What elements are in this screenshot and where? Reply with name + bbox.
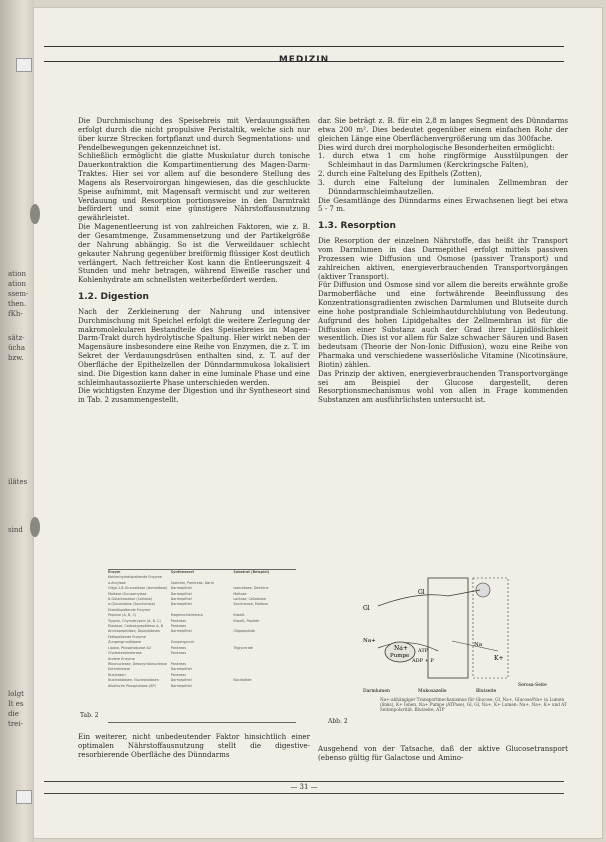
figure-caption: Na+-abhängiger Transportmechanismus für Glucose, Gl, Na+, Glucose/Na+ in Lumen (links), K+ Ionen, Na+ Pumpe (ATPase), Gl, Gl, Na+, K+ Lumen: Na+, Na+, K+ und AT Seitenpolarität: Blutseite, ATP <box>380 697 567 713</box>
table-cell: Aminopeptidase, Dipeptidasen <box>108 629 161 634</box>
label-k: K+ <box>494 655 504 662</box>
table-cell: Speichel, Pankreas, Darm <box>170 580 215 585</box>
axis-label: Blutseite <box>476 689 497 694</box>
table-cell: Nucleotidasen, Nucleosidasen <box>108 678 159 683</box>
label-na-right: Na <box>474 642 483 648</box>
figure-label: Abb. 2 <box>328 718 348 725</box>
table-cell: Pankreas <box>170 645 187 650</box>
previous-page-word: bzw. <box>8 354 24 362</box>
margin-box <box>16 58 32 72</box>
paragraph: Das Prinzip der aktiven, energieverbrauchenden Transportvorgänge sei am Beispiel der Glucose dargestellt, deren Resorptionsmechanismus wohl von allen in Frage kommenden Substanzen am ausführlichsten untersucht ist. <box>318 368 568 405</box>
paragraph: Die Resorption der einzelnen Nährstoffe, das heißt ihr Transport vom Darmlumen in das Darmepithel erfolgt mittels passiven Prozessen wie Diffusion und Osmose (passiver Transport) und zahlreichen aktiven, energieverbrauchenden Transportvorgängen (aktiver Transport). <box>318 236 568 281</box>
morphology-list <box>318 152 568 196</box>
previous-page-word: sätz- <box>8 334 25 342</box>
page-header <box>44 46 564 65</box>
table-cell: Pankreas <box>170 661 187 666</box>
paragraph: Dies wird durch drei morphologische Besonderheiten ermöglicht: <box>318 142 555 152</box>
list-item: 3. durch eine Faltelung der luminalen Zellmembran der Dünndarmschleimhautzellen. <box>318 177 568 196</box>
table-cell: Pankreas <box>170 618 187 623</box>
list-item: 2. durch eine Faltelung des Epithels (Zotten), <box>318 169 482 179</box>
table-cell: Trypsin, Chymotrypsin (A, B, C) <box>108 618 161 623</box>
left-column <box>78 117 310 405</box>
section-heading: 1.2. Digestion <box>78 292 149 303</box>
table-cell: Zungengrund <box>170 640 194 645</box>
table-cell: ß-Galactosidase (Lactase) <box>108 597 153 602</box>
page-footer <box>44 781 564 794</box>
previous-page-word: fKh- <box>8 310 23 318</box>
table-cell: Zungengrundlipase <box>108 640 141 645</box>
table-cell: a-Amylase <box>108 580 126 585</box>
paragraph: Schließlich ermöglicht die glatte Muskulatur durch tonische Dauerkontraktion die Kompartimentierung des Magen-Darm-Traktes. Hier sei vor allem auf die besondere Stellung des Magens als Reservoirorgan hingewiesen, das die geschluckte Speise aufnimmt, mit Magensaft vermischt und zur weiteren Verdauung und Resorption portionsweise in den Darmtrakt befördert und somit eine günstigere Nährstoffausnutzung gewährleistet. <box>78 151 310 223</box>
table-cell: Saccharose, Maltose <box>233 602 269 607</box>
table-cell: Oligo-1,6-Glucosidase (Isomaltase) <box>108 586 168 591</box>
glucose-arrow <box>378 590 480 606</box>
table-cell: Eiweiß, Peptide <box>233 618 260 623</box>
table-cell: Nucleotide <box>233 678 252 683</box>
table-row <box>108 684 296 689</box>
previous-page-word: It es <box>8 700 24 708</box>
table-cell: Maltose <box>233 591 247 596</box>
previous-page-word: lolgt <box>8 690 24 698</box>
label-adp: ADP + P <box>412 658 434 664</box>
previous-page-word: ation <box>8 270 26 278</box>
previous-page-word: die <box>8 710 19 718</box>
paragraph: Die Gesamtlänge des Dünndarms eines Erwachsenen liegt bei etwa 5 - 7 m. <box>318 195 568 214</box>
table-cell: Andere Enzyme <box>108 656 135 661</box>
table-cell: Eiweiß <box>233 613 245 618</box>
axis-label: Mukosazelle <box>418 689 447 694</box>
label-gl-left: Gl <box>363 605 370 612</box>
paragraph: dar. Sie beträgt z. B. für ein 2,8 m langes Segment des Dünndarms etwa 200 m². Dies bedeutet gegenüber einem einfachen Rohr der gleichen Länge eine Oberflächenvergrößerung um das 300fache. <box>318 116 568 143</box>
previous-page-word: ilätes <box>8 478 28 486</box>
paragraph: Die wichtigsten Enzyme der Digestion und ihr Syntheseort sind in Tab. 2 zusammengestellt. <box>78 386 310 405</box>
table-cell: Fettspaltende Enzyme <box>108 634 146 639</box>
axis-label: Darmlumen <box>363 689 390 694</box>
carrier-circle <box>476 583 490 597</box>
table-cell: Eiweißspaltende Enzyme <box>108 607 151 612</box>
table-cell: Isomaltose, Dextrine <box>233 586 269 591</box>
table-cell: Lipase, Phospholipase A2 <box>108 645 152 650</box>
table-cell <box>233 684 296 689</box>
table-header-cell: Enzym <box>108 570 121 574</box>
binder-hole <box>30 204 40 224</box>
label-na-left: Na+ <box>363 638 376 644</box>
table-cell: Oligopeptide <box>233 629 256 634</box>
table-header-cell: Substrat (Beispiel) <box>233 570 270 574</box>
label-pump: Pumpe <box>390 653 410 659</box>
label-gl-top: Gl <box>418 589 425 596</box>
previous-page-word: ssem- <box>8 290 29 298</box>
label-atp: ATP <box>418 648 429 654</box>
table-cell: Elastase, Carboxypeptidase A, B <box>108 624 163 629</box>
previous-page-word: sind <box>8 526 23 534</box>
section-title: MEDIZIN <box>278 55 330 65</box>
axis-label: Serosa-Seite <box>518 683 547 688</box>
table-cell: Triglyceride <box>233 645 253 650</box>
bottom-left-paragraph: Ein weiterer, nicht unbedeutender Faktor hinsichtlich einer optimalen Nährstoffausnutzung stellt die digestive-resorbierende Oberfläche des Dünndarms <box>78 732 310 759</box>
table-cell: Darmepithel <box>170 629 192 634</box>
table-cell: Ribonuclease, Desoxyribonuclease <box>108 661 167 666</box>
binder-hole <box>30 517 40 537</box>
paragraph: Die Durchmischung des Speisebreis mit Verdauungssäften erfolgt durch die nicht propulsive Peristaltik, welche sich nur über kurze Strecken fortpflanzt und durch Segmentations- und Pendelbewegungen gekennzeichnet ist. <box>78 116 310 152</box>
table-cell: Pankreas <box>170 672 187 677</box>
table-cell: Cholesterolesterase <box>108 651 142 656</box>
table-cell: Darmepithel <box>170 667 192 672</box>
label-na-pump: Na+ <box>394 645 408 652</box>
table-cell: Darmepithel <box>170 591 192 596</box>
previous-page-word: ation <box>8 280 26 288</box>
list-item: 1. durch etwa 1 cm hohe ringförmige Ausstülpungen der Schleimhaut in das Darmlumen (Kerckringsche Falten), <box>318 151 568 170</box>
table-header-cell: Syntheseort <box>170 570 195 574</box>
page-number: — 31 — <box>290 783 318 791</box>
paragraph: Für Diffusion und Osmose sind vor allem die bereits erwähnte große Darmoberfläche und eine fortwährende Beeinflussung des Konzentrationsgradienten zwischen Darmlumen und Blutseite durch eine hohe postprandiale Schleimhautdurchblutung von Bedeutung. Aufgrund des hohen Lipidgehaltes der Zellmembran ist für die Diffusion einer Substanz auch der Grad ihrer Lipidlöslichkeit wesentlich. Dies ist vor allem für Salze schwacher Säuren und Basen bedeutsam (Theorie der Non-Ionic Diffusion), wozu eine Reihe von Pharmaka und verschiedene wasserlösliche Vitamine (Nicotinsäure, Biotin) zählen. <box>318 280 568 369</box>
table-cell: a-Glucosidase (Saccharase) <box>108 602 156 607</box>
previous-page-word: trei- <box>8 720 23 728</box>
table-cell: Pankreas <box>170 624 187 629</box>
previous-page-word: then. <box>8 300 27 308</box>
table-cell: Kohlenhydratspaltende Enzyme <box>108 575 162 580</box>
margin-box <box>16 790 32 804</box>
table-cell: Pepsine (A, B, C) <box>108 613 137 618</box>
table-cell: Lactose, Cellobiose <box>233 597 267 602</box>
section-heading: 1.3. Resorption <box>318 221 396 232</box>
paragraph: Die Magenentleerung ist von zahlreichen Faktoren, wie z. B. der Gesamtmenge, Zusammensetzung und der Partikelgröße der Nahrung abhängig. So ist die Verweildauer schlecht gekauter Nahrung gegenüber breiförmig flüssiger Kost deutlich verlängert. Nach fettreicher Kost kann die Entleerungszeit 4 Stunden und mehr betragen, während Eiweiße rascher und Kohlenhydrate am schnellsten weiterbefördert werden. <box>78 222 310 285</box>
table-caption: Tab. 2 <box>80 712 99 719</box>
table-cell: Magenschleimhaut <box>170 613 203 618</box>
bottom-right-paragraph: Ausgehend von der Tatsache, daß der aktive Glucosetransport (ebenso gültig für Galactose und Amino- <box>318 744 568 762</box>
table-cell: Nucleasen <box>108 672 126 677</box>
glucose-transport-diagram <box>358 576 558 696</box>
table-cell: Alkalische Phosphatase (AP) <box>108 683 156 688</box>
table-cell: Darmepithel <box>170 586 192 591</box>
table-cell: Darmepithel <box>170 597 192 602</box>
mucosa-cell <box>428 578 468 678</box>
enzyme-table <box>108 569 296 723</box>
paragraph: Nach der Zerkleinerung der Nahrung und intensiver Durchmischung mit Speichel erfolgt die weitere Zerlegung der makromolekularen Bestandteile des Speisebreies im Magen-Darm-Trakt durch hydrolytische Spaltung. Hier wirkt neben der Magensäure insbesondere eine Reihe von Enzymen, die z. T. im Sekret der Verdauungsdrüsen enthalten sind, z. T. auf der Oberfläche der Epithelzellen der Dünndarmmukosa lokalisiert sind. Die Digestion kann daher in eine luminale Phase und eine schleimhautassoziierte Phase unterschieden werden. <box>78 306 310 387</box>
right-column <box>318 117 568 405</box>
table-cell: Maltase-Glucoamylase <box>108 591 147 596</box>
table-cell: Pankreas <box>170 651 187 656</box>
table-cell: Darmepithel <box>170 602 192 607</box>
table-cell: Enterokinase <box>108 667 131 672</box>
table-cell: Darmepithel <box>170 683 192 688</box>
previous-page-word: ücha <box>8 344 26 352</box>
table-cell: Darmepithel <box>170 678 192 683</box>
